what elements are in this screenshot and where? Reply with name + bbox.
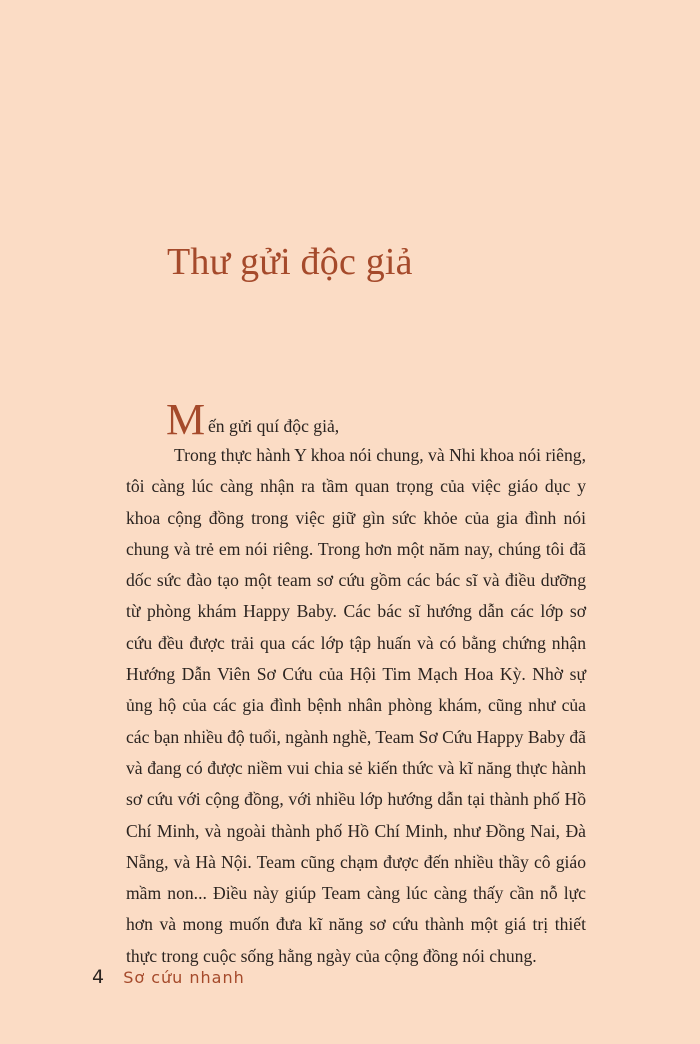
letter-body xyxy=(126,395,586,972)
running-title: Sơ cứu nhanh xyxy=(123,968,245,987)
chapter-title: Thư gửi độc giả xyxy=(167,241,413,283)
salutation xyxy=(126,395,586,444)
salutation-text: ến gửi quí độc giả, xyxy=(208,416,340,436)
page-number: 4 xyxy=(92,966,105,988)
drop-cap: M xyxy=(166,395,206,444)
letter-paragraph: Trong thực hành Y khoa nói chung, và Nhi khoa nói riêng, tôi càng lúc càng nhận ra tầm quan trọng của việc giáo dục y khoa cộng đồng trong việc giữ gìn sức khỏe của gia đình nói chung và trẻ em nói riêng. Trong hơn một năm nay, chúng tôi đã dốc sức đào tạo một team sơ cứu gồm các bác sĩ và điều dưỡng từ phòng khám Happy Baby. Các bác sĩ hướng dẫn các lớp sơ cứu đều được trải qua các lớp tập huấn và có bằng chứng nhận Hướng Dẫn Viên Sơ Cứu của Hội Tim Mạch Hoa Kỳ. Nhờ sự ủng hộ của các gia đình bệnh nhân phòng khám, cũng như của các bạn nhiều độ tuổi, ngành nghề, Team Sơ Cứu Happy Baby đã và đang có được niềm vui chia sẻ kiến thức và kĩ năng thực hành sơ cứu với cộng đồng, với nhiều lớp hướng dẫn tại thành phố Hồ Chí Minh, và ngoài thành phố Hồ Chí Minh, như Đồng Nai, Đà Nẵng, và Hà Nội. Team cũng chạm được đến nhiều thầy cô giáo mầm non... Điều này giúp Team càng lúc càng thấy cần nỗ lực hơn và mong muốn đưa kĩ năng sơ cứu thành một giá trị thiết thực trong cuộc sống hằng ngày của cộng đồng nói chung. xyxy=(126,445,586,966)
page-footer xyxy=(92,966,245,988)
